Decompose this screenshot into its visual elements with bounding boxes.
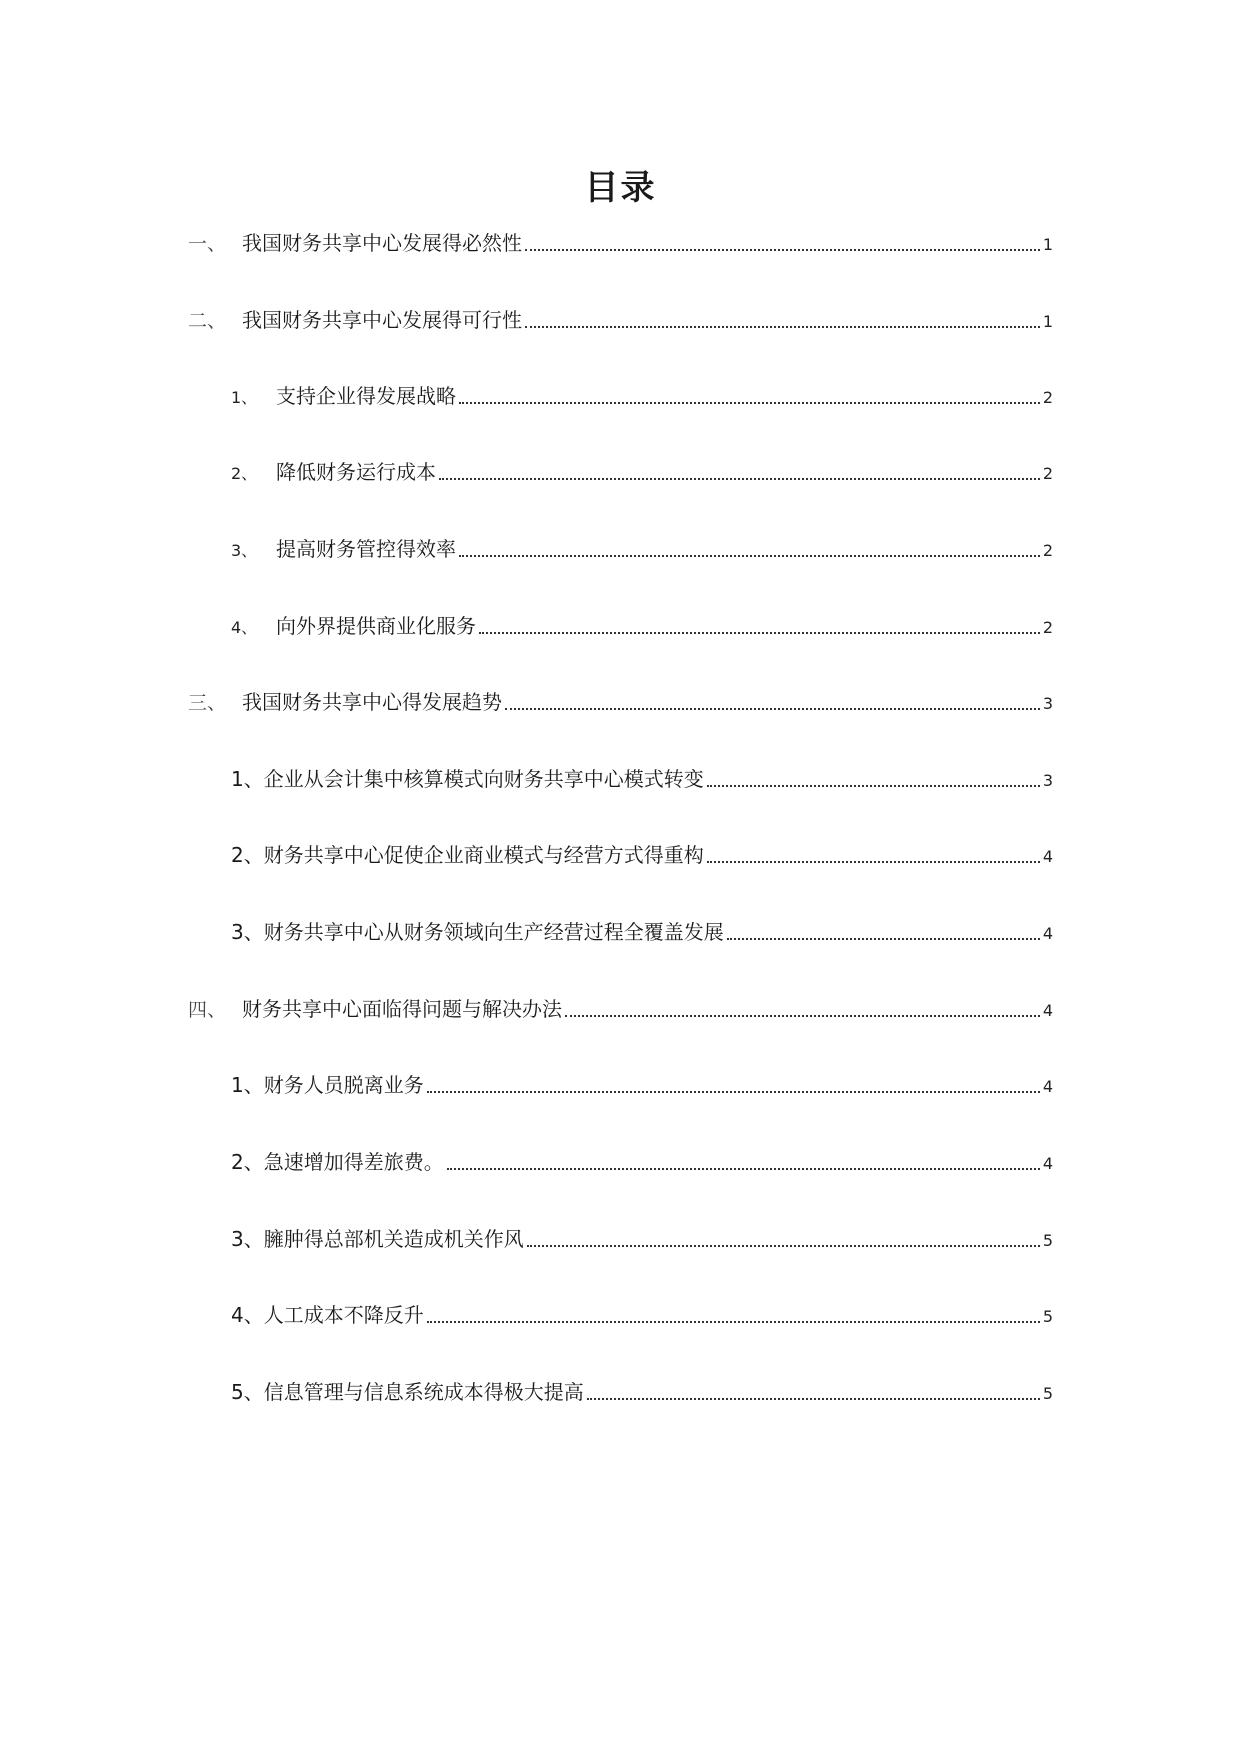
toc-text: 提高财务管控得效率 (276, 537, 456, 561)
toc-text: 我国财务共享中心发展得可行性 (242, 308, 522, 332)
toc-page-number: 2 (1042, 464, 1053, 483)
dot-leader (525, 241, 1040, 251)
toc-entry[interactable] (231, 1377, 1053, 1407)
toc-entry[interactable] (231, 1070, 1053, 1100)
toc-number: 四、 (188, 999, 227, 1021)
dot-leader (587, 1390, 1040, 1400)
dot-leader (707, 777, 1040, 787)
toc-number: 1、 (231, 1073, 264, 1097)
dot-leader (459, 547, 1040, 557)
toc-text: 我国财务共享中心发展得必然性 (242, 231, 522, 255)
toc-text: 我国财务共享中心得发展趋势 (242, 690, 502, 714)
toc-number: 3、 (231, 541, 258, 560)
toc-number: 三、 (188, 692, 227, 714)
toc-number: 2、 (231, 464, 258, 483)
toc-page-number: 4 (1042, 1154, 1053, 1173)
toc-number: 4、 (231, 1303, 264, 1327)
dot-leader (727, 930, 1040, 940)
toc-entry[interactable] (231, 840, 1053, 870)
dot-leader (427, 1313, 1040, 1323)
toc-entry[interactable] (231, 381, 1053, 411)
toc-text: 财务共享中心面临得问题与解决办法 (242, 997, 562, 1021)
toc-number: 5、 (231, 1380, 264, 1404)
dot-leader (525, 318, 1040, 328)
toc-text: 企业从会计集中核算模式向财务共享中心模式转变 (263, 767, 704, 791)
toc-page-number: 5 (1042, 1384, 1053, 1403)
toc-entry[interactable] (231, 917, 1053, 947)
dot-leader (527, 1237, 1040, 1247)
toc-number: 3、 (231, 920, 264, 944)
toc-page-number: 4 (1042, 1077, 1053, 1096)
dot-leader (447, 1160, 1040, 1170)
toc-number: 3、 (231, 1227, 264, 1251)
toc-entry[interactable] (188, 687, 1053, 717)
toc-number: 2、 (231, 843, 264, 867)
toc-page-number: 3 (1042, 771, 1053, 790)
toc-text: 人工成本不降反升 (263, 1303, 424, 1327)
toc-text: 财务人员脱离业务 (263, 1073, 424, 1097)
toc-text: 信息管理与信息系统成本得极大提高 (263, 1380, 584, 1404)
dot-leader (707, 853, 1040, 863)
toc-number: 1、 (231, 767, 264, 791)
toc-page-number: 2 (1042, 388, 1053, 407)
toc-entry[interactable] (231, 1300, 1053, 1330)
toc-entry[interactable] (231, 611, 1053, 641)
toc-text: 臃肿得总部机关造成机关作风 (263, 1227, 524, 1251)
toc-text: 财务共享中心从财务领域向生产经营过程全覆盖发展 (263, 920, 724, 944)
toc-page-number: 4 (1042, 1001, 1053, 1020)
page-title: 目录 (584, 168, 657, 208)
dot-leader (459, 394, 1040, 404)
toc-entry[interactable] (231, 457, 1053, 487)
toc-number: 4、 (231, 618, 258, 637)
toc-number: 2、 (231, 1150, 264, 1174)
toc-number: 二、 (188, 310, 227, 332)
dot-leader (427, 1083, 1040, 1093)
toc-page-number: 3 (1042, 694, 1053, 713)
toc-page-number: 2 (1042, 541, 1053, 560)
toc-page-number: 1 (1042, 312, 1053, 331)
toc-number: 1、 (231, 388, 258, 407)
toc-page-number: 5 (1042, 1307, 1053, 1326)
toc-page-number: 2 (1042, 618, 1053, 637)
toc-text: 急速增加得差旅费。 (263, 1150, 444, 1174)
toc-text: 向外界提供商业化服务 (276, 614, 476, 638)
toc-page-number: 1 (1042, 235, 1053, 254)
toc-entry[interactable] (231, 764, 1053, 794)
toc-text: 降低财务运行成本 (276, 460, 436, 484)
toc-page-number: 4 (1042, 847, 1053, 866)
toc-page-number: 4 (1042, 924, 1053, 943)
dot-leader (479, 624, 1040, 634)
dot-leader (505, 700, 1040, 710)
dot-leader (439, 470, 1040, 480)
toc-text: 财务共享中心促使企业商业模式与经营方式得重构 (263, 843, 704, 867)
dot-leader (565, 1007, 1040, 1017)
toc-entry[interactable] (188, 994, 1053, 1024)
toc-entry[interactable] (231, 534, 1053, 564)
toc-entry[interactable] (188, 228, 1053, 258)
toc-page-number: 5 (1042, 1231, 1053, 1250)
toc-number: 一、 (188, 233, 227, 255)
toc-entry[interactable] (231, 1224, 1053, 1254)
toc-entry[interactable] (188, 305, 1053, 335)
toc-text: 支持企业得发展战略 (276, 384, 456, 408)
toc-entry[interactable] (231, 1147, 1053, 1177)
